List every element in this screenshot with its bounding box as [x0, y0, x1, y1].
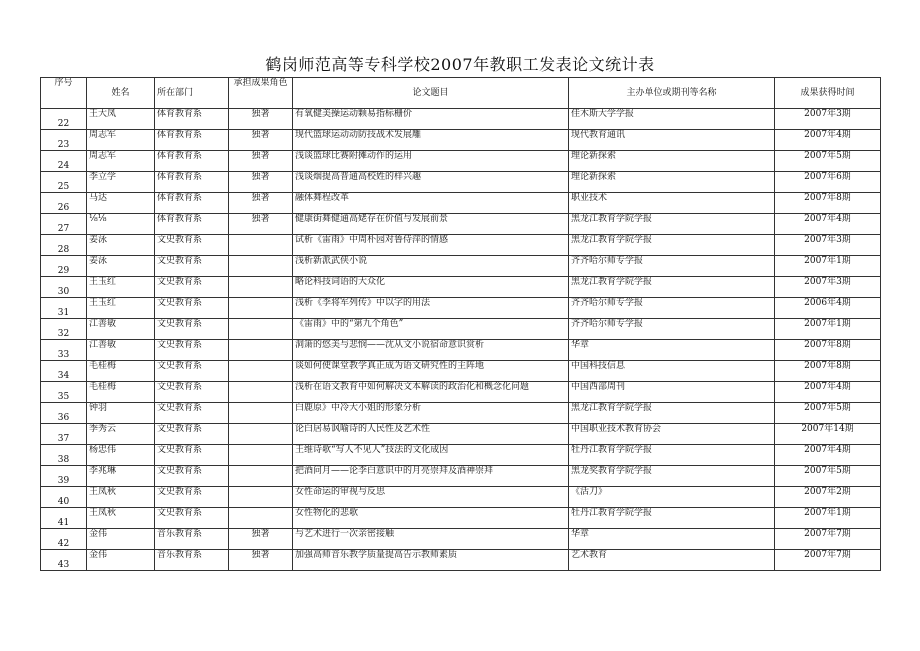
- author-role-cell: 独著: [229, 172, 293, 193]
- author-role-cell: [229, 298, 293, 319]
- table-row: [41, 529, 881, 550]
- department-cell: 文史教育系: [155, 508, 229, 529]
- row-number-cell: 31: [41, 298, 87, 319]
- author-role-cell: [229, 277, 293, 298]
- header-no: 序号: [41, 78, 87, 109]
- publish-time-cell: 2007年4期: [775, 214, 881, 235]
- publish-time-cell: 2007年8期: [775, 193, 881, 214]
- author-role-cell: [229, 361, 293, 382]
- header-row: [41, 78, 881, 109]
- publisher-cell: 华章: [569, 529, 775, 550]
- author-name-cell: 姜泳: [87, 235, 155, 256]
- author-name-cell: 王玉红: [87, 298, 155, 319]
- author-name-cell: 季秀云: [87, 424, 155, 445]
- publish-time-cell: 2007年4期: [775, 382, 881, 403]
- publisher-cell: 黑龙江教育学院学报: [569, 277, 775, 298]
- table-row: [41, 256, 881, 277]
- table-row: [41, 340, 881, 361]
- table-row: [41, 403, 881, 424]
- author-name-cell: 金伟: [87, 529, 155, 550]
- publish-time-cell: 2007年7期: [775, 550, 881, 571]
- author-role-cell: 独著: [229, 529, 293, 550]
- publish-time-cell: 2007年4期: [775, 130, 881, 151]
- papers-table: [40, 77, 881, 571]
- publisher-cell: 艺术教育: [569, 550, 775, 571]
- row-number-cell: 40: [41, 487, 87, 508]
- publisher-cell: 牡丹江教育学院学报: [569, 508, 775, 529]
- author-name-cell: 姜泳: [87, 256, 155, 277]
- table-row: [41, 130, 881, 151]
- publish-time-cell: 2007年8期: [775, 361, 881, 382]
- paper-title-cell: 浅析新派武侠小说: [293, 256, 569, 277]
- author-role-cell: 独著: [229, 109, 293, 130]
- author-name-cell: 金伟: [87, 550, 155, 571]
- table-row: [41, 172, 881, 193]
- publisher-cell: 现代教育通讯: [569, 130, 775, 151]
- publisher-cell: 齐齐哈尔师专学报: [569, 298, 775, 319]
- row-number-cell: 37: [41, 424, 87, 445]
- table-row: [41, 508, 881, 529]
- department-cell: 音乐教育系: [155, 529, 229, 550]
- publisher-cell: 华章: [569, 340, 775, 361]
- publisher-cell: 齐齐哈尔师专学报: [569, 319, 775, 340]
- publisher-cell: 中国科技信息: [569, 361, 775, 382]
- row-number-cell: 33: [41, 340, 87, 361]
- publisher-cell: 理论新探索: [569, 151, 775, 172]
- publisher-cell: 黑龙江教育学院学报: [569, 214, 775, 235]
- publish-time-cell: 2007年5期: [775, 466, 881, 487]
- author-role-cell: [229, 508, 293, 529]
- department-cell: 音乐教育系: [155, 550, 229, 571]
- row-number-cell: 41: [41, 508, 87, 529]
- author-role-cell: 独著: [229, 550, 293, 571]
- paper-title-cell: 健康街舞健通高姥存在价值与发展前景: [293, 214, 569, 235]
- table-row: [41, 319, 881, 340]
- row-number-cell: 24: [41, 151, 87, 172]
- paper-title-cell: 浅谈烟提高普通高校姓的样兴趣: [293, 172, 569, 193]
- author-role-cell: [229, 256, 293, 277]
- publisher-cell: 理论新探索: [569, 172, 775, 193]
- paper-title-cell: 与艺术进行一次亲密接触: [293, 529, 569, 550]
- row-number-cell: 25: [41, 172, 87, 193]
- department-cell: 体育教育系: [155, 109, 229, 130]
- paper-title-cell: 浅析《李将军列传》中以字的用法: [293, 298, 569, 319]
- publish-time-cell: 2007年5期: [775, 151, 881, 172]
- table-row: [41, 424, 881, 445]
- header-role: 承担成果角色: [229, 78, 293, 109]
- department-cell: 文史教育系: [155, 361, 229, 382]
- department-cell: 体育教育系: [155, 172, 229, 193]
- paper-title-cell: 王维诗歌“写人不见人”技法的文化成因: [293, 445, 569, 466]
- paper-title-cell: 女性命运的审视与反思: [293, 487, 569, 508]
- publisher-cell: 齐齐哈尔师专学报: [569, 256, 775, 277]
- author-name-cell: 毛桂梅: [87, 382, 155, 403]
- publish-time-cell: 2007年6期: [775, 172, 881, 193]
- author-role-cell: [229, 466, 293, 487]
- department-cell: 文史教育系: [155, 319, 229, 340]
- table-row: [41, 235, 881, 256]
- paper-title-cell: 论白居易讽喻诗的人民性及艺术性: [293, 424, 569, 445]
- paper-title-cell: 融体舞程改革: [293, 193, 569, 214]
- row-number-cell: 22: [41, 109, 87, 130]
- author-role-cell: [229, 445, 293, 466]
- paper-title-cell: 洞箫的悠美与悲悯——沈从文小说宿命意识赏析: [293, 340, 569, 361]
- department-cell: 文史教育系: [155, 445, 229, 466]
- author-name-cell: 王凤秋: [87, 487, 155, 508]
- author-name-cell: 李兆琳: [87, 466, 155, 487]
- department-cell: 文史教育系: [155, 256, 229, 277]
- publisher-cell: 佳木斯大学学报: [569, 109, 775, 130]
- table-row: [41, 550, 881, 571]
- table-row: [41, 214, 881, 235]
- header-title: 论文题目: [293, 78, 569, 109]
- author-role-cell: [229, 403, 293, 424]
- row-number-cell: 27: [41, 214, 87, 235]
- paper-title-cell: 试析《雷雨》中周朴园对鲁侍萍的情感: [293, 235, 569, 256]
- department-cell: 文史教育系: [155, 403, 229, 424]
- department-cell: 文史教育系: [155, 235, 229, 256]
- row-number-cell: 43: [41, 550, 87, 571]
- table-row: [41, 109, 881, 130]
- publisher-cell: 职业技术: [569, 193, 775, 214]
- row-number-cell: 36: [41, 403, 87, 424]
- publisher-cell: 黑龙奖教育学院学报: [569, 466, 775, 487]
- row-number-cell: 39: [41, 466, 87, 487]
- row-number-cell: 38: [41, 445, 87, 466]
- author-name-cell: 李立学: [87, 172, 155, 193]
- row-number-cell: 34: [41, 361, 87, 382]
- publish-time-cell: 2006年4期: [775, 298, 881, 319]
- author-name-cell: 周志军: [87, 151, 155, 172]
- paper-title-cell: 《雷雨》中的“第九个角色”: [293, 319, 569, 340]
- publish-time-cell: 2007年8期: [775, 340, 881, 361]
- header-name: 姓名: [87, 78, 155, 109]
- publisher-cell: 中国职业技术教育协会: [569, 424, 775, 445]
- paper-title-cell: 白鹿原》中冷大小姐的形象分析: [293, 403, 569, 424]
- author-name-cell: 周志军: [87, 130, 155, 151]
- department-cell: 文史教育系: [155, 424, 229, 445]
- paper-title-cell: 把酒问月——论李白意识中的月亮崇拜及酒神崇拜: [293, 466, 569, 487]
- paper-title-cell: 浅谈篮球比赛附摊动作的运用: [293, 151, 569, 172]
- row-number-cell: 23: [41, 130, 87, 151]
- paper-title-cell: 有氧健美操运动颗易指标栅价: [293, 109, 569, 130]
- publish-time-cell: 2007年2期: [775, 487, 881, 508]
- table-row: [41, 277, 881, 298]
- paper-title-cell: 谈如何使课堂教学真正成为语文研究性的主阵地: [293, 361, 569, 382]
- paper-title-cell: 浅析在语文教育中如何解决文本解读的政治化和概念化问题: [293, 382, 569, 403]
- document-title: 鹤岗师范高等专科学校2007年教职工发表论文统计表: [265, 55, 655, 74]
- table-body: [41, 109, 881, 571]
- publish-time-cell: 2007年3期: [775, 109, 881, 130]
- author-name-cell: 钟羽: [87, 403, 155, 424]
- row-number-cell: 35: [41, 382, 87, 403]
- publish-time-cell: 2007年3期: [775, 277, 881, 298]
- table-row: [41, 445, 881, 466]
- author-name-cell: 王凤秋: [87, 508, 155, 529]
- department-cell: 文史教育系: [155, 277, 229, 298]
- author-role-cell: [229, 340, 293, 361]
- publisher-cell: 黑龙江教育学院学报: [569, 235, 775, 256]
- row-number-cell: 42: [41, 529, 87, 550]
- row-number-cell: 30: [41, 277, 87, 298]
- publish-time-cell: 2007年1期: [775, 256, 881, 277]
- header-publisher: 主办单位或期刊等名称: [569, 78, 775, 109]
- table-row: [41, 487, 881, 508]
- author-name-cell: 江善敏: [87, 340, 155, 361]
- publisher-cell: 黑龙江教育学院学报: [569, 403, 775, 424]
- row-number-cell: 29: [41, 256, 87, 277]
- table-row: [41, 361, 881, 382]
- header-time: 成果获得时间: [775, 78, 881, 109]
- author-role-cell: [229, 382, 293, 403]
- department-cell: 文史教育系: [155, 298, 229, 319]
- publish-time-cell: 2007年3期: [775, 235, 881, 256]
- publisher-cell: 牡丹江教育学院学报: [569, 445, 775, 466]
- row-number-cell: 26: [41, 193, 87, 214]
- row-number-cell: 32: [41, 319, 87, 340]
- table-row: [41, 151, 881, 172]
- department-cell: 体育教育系: [155, 130, 229, 151]
- publish-time-cell: 2007年4期: [775, 445, 881, 466]
- publish-time-cell: 2007年1期: [775, 319, 881, 340]
- paper-title-cell: 加强高师音乐教学质量提高告示教师素质: [293, 550, 569, 571]
- author-role-cell: 独著: [229, 151, 293, 172]
- department-cell: 文史教育系: [155, 487, 229, 508]
- author-role-cell: 独著: [229, 130, 293, 151]
- author-role-cell: 独著: [229, 193, 293, 214]
- row-number-cell: 28: [41, 235, 87, 256]
- department-cell: 文史教育系: [155, 340, 229, 361]
- table-row: [41, 466, 881, 487]
- publish-time-cell: 2007年1期: [775, 508, 881, 529]
- publisher-cell: 《活刀》: [569, 487, 775, 508]
- paper-title-cell: 女性物化的悲歌: [293, 508, 569, 529]
- author-role-cell: [229, 487, 293, 508]
- author-name-cell: 王大凤: [87, 109, 155, 130]
- publish-time-cell: 2007年14期: [775, 424, 881, 445]
- author-role-cell: 独著: [229, 214, 293, 235]
- department-cell: 文史教育系: [155, 466, 229, 487]
- author-name-cell: 马达: [87, 193, 155, 214]
- publish-time-cell: 2007年5期: [775, 403, 881, 424]
- author-role-cell: [229, 319, 293, 340]
- paper-title-cell: 略论科技词语的大众化: [293, 277, 569, 298]
- publish-time-cell: 2007年7期: [775, 529, 881, 550]
- department-cell: 文史教育系: [155, 382, 229, 403]
- table-row: [41, 193, 881, 214]
- department-cell: 体育教育系: [155, 193, 229, 214]
- author-name-cell: 王玉红: [87, 277, 155, 298]
- author-name-cell: 江善敏: [87, 319, 155, 340]
- publisher-cell: 中国西部周刊: [569, 382, 775, 403]
- paper-title-cell: 现代篮球运动动防技战术发展雕: [293, 130, 569, 151]
- table-row: [41, 382, 881, 403]
- author-name-cell: 杨忠伟: [87, 445, 155, 466]
- header-dept: 所在部门: [155, 78, 229, 109]
- department-cell: 体育教育系: [155, 214, 229, 235]
- author-name-cell: ⅛⅛: [87, 214, 155, 235]
- author-role-cell: [229, 424, 293, 445]
- author-role-cell: [229, 235, 293, 256]
- department-cell: 体育教育系: [155, 151, 229, 172]
- author-name-cell: 毛桂梅: [87, 361, 155, 382]
- table-row: [41, 298, 881, 319]
